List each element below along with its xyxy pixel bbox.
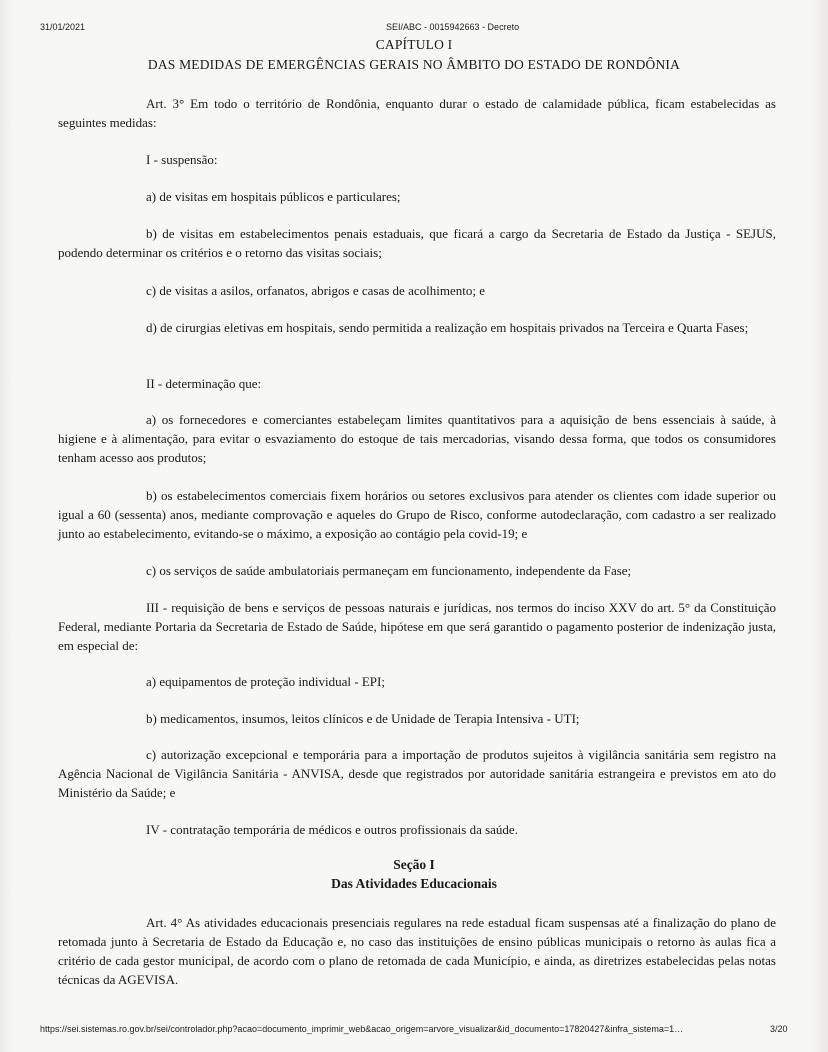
- chapter-subtitle: DAS MEDIDAS DE EMERGÊNCIAS GERAIS NO ÂMBITO DO ESTADO DE RONDÔNIA: [147, 57, 681, 72]
- art3-ii-a: a) os fornecedores e comerciantes estabeleçam limites quantitativos para a aquisição de bens essenciais à saúde, à higiene e à alimentação, para evitar o esvaziamento do estoque de tais mercadorias, visando dessa forma, que todos os consumidores tenham acesso aos produtos;: [58, 412, 776, 465]
- art4-text: Art. 4° As atividades educacionais presenciais regulares na rede estadual ficam suspensas até a finalização do plano de retomada junto à Secretaria de Estado da Educação e, no caso das instituições de ensino públicas municipais o retorno às aulas fica a critério de cada gestor municipal, de acordo com o plano de retomada de cada Município, e ainda, as diretrizes estabelecidas pelas notas técnicas da AGEVISA.: [58, 915, 776, 987]
- art3-i-b: b) de visitas em estabelecimentos penais estaduais, que ficará a cargo da Secretaria de Estado da Justiça - SEJUS, podendo determinar os critérios e o retorno das visitas sociais;: [58, 226, 776, 260]
- header-date: 31/01/2021: [40, 22, 86, 32]
- art3-iii-heading: III - requisição de bens e serviços de pessoas naturais e jurídicas, nos termos do inciso XXV do art. 5° da Constituição Federal, mediante Portaria da Secretaria de Estado de Saúde, hipótese em que será garantido o pagamento posterior de indenização justa, em especial de:: [58, 600, 776, 653]
- section-title: Seção I: [393, 857, 435, 872]
- footer-page-number: 3/20: [770, 1024, 788, 1034]
- footer-url: https://sei.sistemas.ro.gov.br/sei/controlador.php?acao=documento_imprimir_web&acao_origem=arvore_visualizar&id_documento=17820427&infra_sistema=1…: [40, 1024, 684, 1034]
- art3-i-a: a) de visitas em hospitais públicos e particulares;: [146, 189, 401, 204]
- chapter-title: CAPÍTULO I: [375, 37, 453, 52]
- art3-iii-a: a) equipamentos de proteção individual - EPI;: [146, 674, 385, 689]
- art3-iv: IV - contratação temporária de médicos e outros profissionais da saúde.: [146, 822, 518, 837]
- art3-iii-c: c) autorização excepcional e temporária para a importação de produtos sujeitos à vigilância sanitária sem registro na Agência Nacional de Vigilância Sanitária - ANVISA, desde que registrados por autoridade sanitária estrangeira e previstos em ato do Ministério da Saúde; e: [58, 747, 776, 800]
- art3-i-c: c) de visitas a asilos, orfanatos, abrigos e casas de acolhimento; e: [146, 283, 485, 298]
- art3-ii-c: c) os serviços de saúde ambulatoriais permaneçam em funcionamento, independente da Fase;: [146, 563, 632, 578]
- header-doc-ref: SEI/ABC - 0015942663 - Decreto: [386, 22, 520, 32]
- section-subtitle: Das Atividades Educacionais: [331, 876, 497, 891]
- art3-iii-b: b) medicamentos, insumos, leitos clínicos e de Unidade de Terapia Intensiva - UTI;: [146, 711, 580, 726]
- art3-i-heading: I - suspensão:: [146, 152, 218, 167]
- art3-ii-b: b) os estabelecimentos comerciais fixem horários ou setores exclusivos para atender os clientes com idade superior ou igual a 60 (sessenta) anos, mediante comprovação e aqueles do Grupo de Risco, conforme autodeclaração, com cadastro a ser realizado junto ao estabelecimento, evitando-se o máximo, a exposição ao contágio pela covid-19; e: [58, 488, 776, 541]
- art3-ii-heading: II - determinação que:: [146, 376, 262, 391]
- art3-intro: Art. 3° Em todo o território de Rondônia, enquanto durar o estado de calamidade pública, ficam estabelecidas as seguintes medidas:: [58, 96, 776, 130]
- art3-i-d: d) de cirurgias eletivas em hospitais, sendo permitida a realização em hospitais privados na Terceira e Quarta Fases;: [146, 320, 749, 335]
